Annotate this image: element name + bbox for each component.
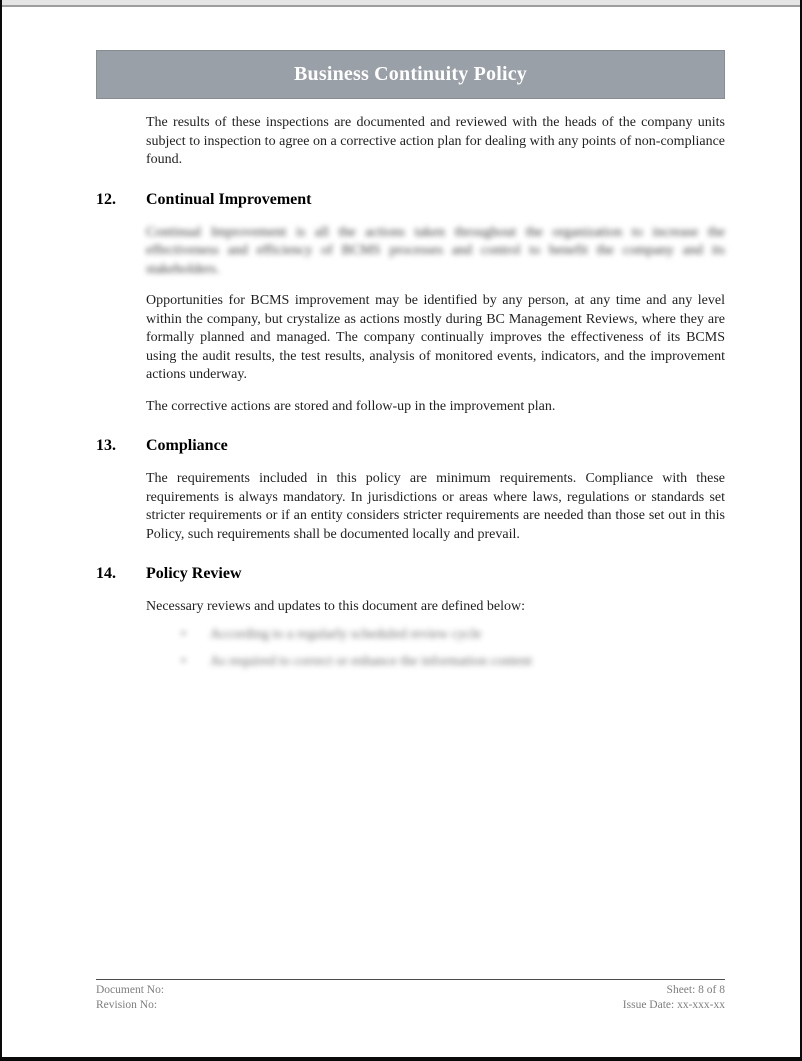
blurred-bullet-item: [181, 653, 651, 672]
title-banner: [96, 50, 725, 99]
policy-review-bullet-list: [96, 626, 725, 672]
blurred-paragraph: Continual Improvement is all the actions taken throughout the organization to increase the effectiveness and efficiency of BCMS processes and control to benefit the company and its stakeholders.: [146, 224, 725, 277]
section-title: Continual Improvement: [146, 190, 312, 208]
document-no-label: Document No:: [96, 984, 165, 996]
section-heading-compliance: [96, 437, 725, 455]
section-heading-continual-improvement: [96, 191, 725, 209]
section-title: Compliance: [146, 437, 228, 454]
section-number: 14.: [96, 565, 116, 582]
section-number: 12.: [96, 190, 116, 208]
issue-date-label: Issue Date: xx-xxx-xx: [622, 999, 725, 1011]
footer-right: [623, 983, 725, 1013]
section-title: Policy Review: [146, 565, 242, 582]
section-number: 13.: [96, 437, 116, 454]
revision-no-label: Revision No:: [96, 999, 158, 1011]
body-paragraph: The requirements included in this policy are minimum requirements. Compliance with these requirements is always mandatory. In jurisdictions or areas where laws, regulations or standards set stricter requirements or if an entity considers stricter requirements are needed than those set out in this Policy, such requirements shall be documented locally and prevail.: [146, 471, 725, 542]
body-paragraph: Necessary reviews and updates to this document are defined below:: [146, 599, 526, 614]
bullet-text: According to a regularly scheduled review cycle: [210, 626, 482, 642]
page-footer: [96, 979, 725, 1013]
intro-paragraph: The results of these inspections are documented and reviewed with the heads of the company units subject to inspection to agree on a corrective action plan for dealing with any points of non-compliance found.: [146, 115, 725, 167]
footer-left: [96, 983, 164, 1013]
body-paragraph: The corrective actions are stored and follow-up in the improvement plan.: [146, 398, 556, 414]
sheet-label: Sheet: 8 of 8: [666, 984, 725, 996]
blurred-bullet-item: [181, 626, 651, 645]
bullet-icon: •: [181, 626, 186, 642]
bullet-text: As required to correct or enhance the information content: [210, 654, 532, 669]
body-paragraph: Opportunities for BCMS improvement may be identified by any person, at any time and any level within the company, but crystalize as actions mostly during BC Management Reviews, where they are formally planned and managed. The company continually improves the effectiveness of its BCMS using the audit results, the test results, analysis of monitored events, indicators, and the improvement actions underway.: [146, 293, 725, 382]
document-content: [96, 0, 725, 672]
document-title: Business Continuity Policy: [293, 63, 528, 85]
section-heading-policy-review: [96, 565, 725, 583]
bullet-icon: •: [181, 654, 186, 669]
